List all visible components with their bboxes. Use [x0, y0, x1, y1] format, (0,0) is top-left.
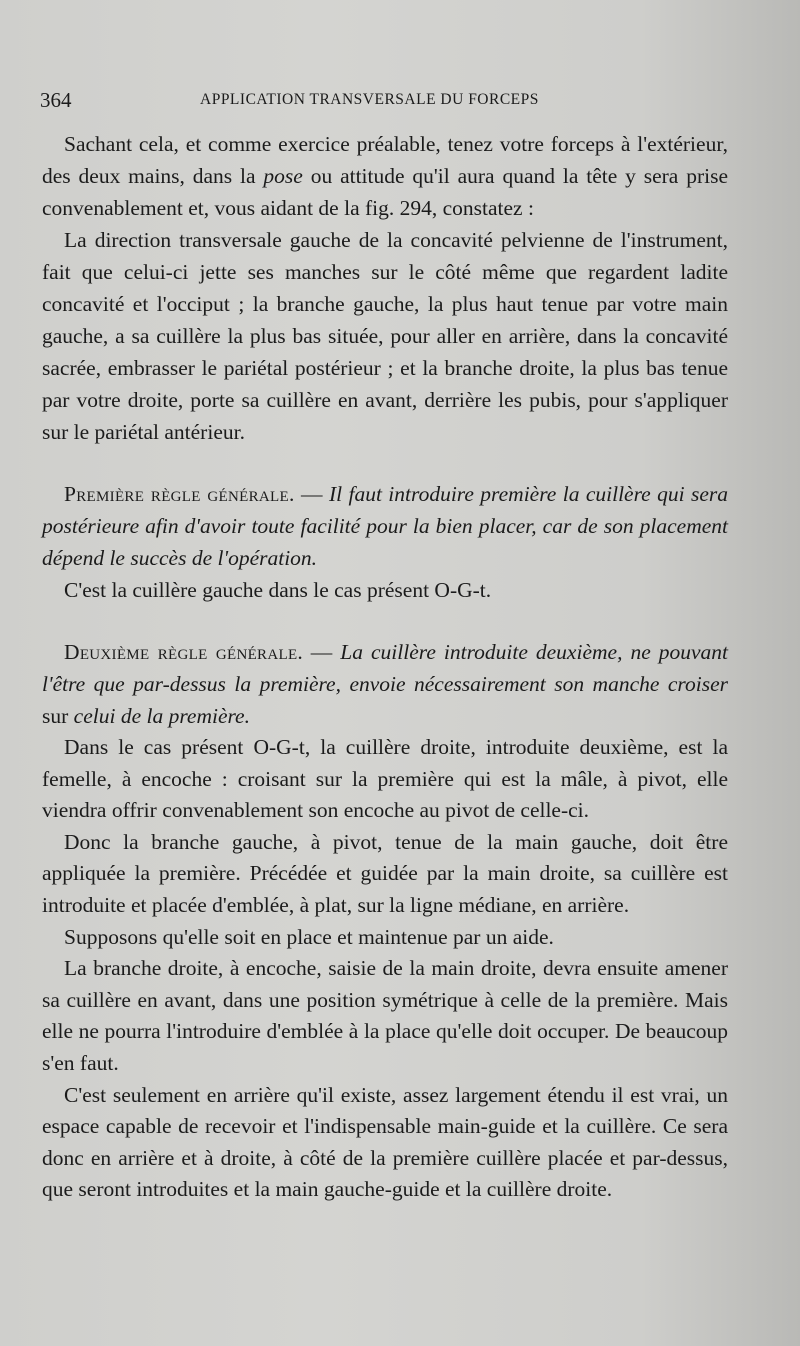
running-title: APPLICATION TRANSVERSALE DU FORCEPS [200, 91, 539, 108]
page-number: 364 [40, 88, 72, 112]
page-body [42, 128, 728, 1206]
italic-term: pose [263, 164, 303, 188]
paragraph-left-blade [42, 574, 728, 606]
position-code: O-G-t [434, 578, 486, 602]
text-run: Sachant cela, et comme exercice préalable, tenez votre forceps à l'extérieur, des deux mains, dans la [42, 132, 728, 188]
text-run: ou attitude qu'il aura quand la tête y sera prise convenablement et, vous aidant de la fig. 294, constatez : [42, 164, 728, 220]
paragraph-intro [42, 128, 728, 224]
rule-text: Il faut introduire première la cuillère qui sera postérieure afin d'avoir toute facilité pour la bien placer, car de son placement dépend le succès de l'opération. [42, 482, 728, 570]
dash: — [294, 482, 329, 506]
rule-label: Deuxième règle générale [64, 640, 298, 664]
first-general-rule [42, 478, 728, 574]
rule-text: La cuillère introduite deuxième, ne pouvant l'être que par-dessus la première, envoie nécessairement son manche croiser [42, 640, 729, 696]
page-header [40, 88, 720, 118]
rule-label: Première règle générale. [64, 482, 295, 506]
rule-text: celui de la première. [68, 704, 250, 728]
position-code: O-G-t [253, 735, 305, 759]
paragraph-space-behind: C'est seulement en arrière qu'il existe, assez largement étendu il est vrai, un espace capable de recevoir et l'indispensable main-guide et la cuillère. Ce sera donc en arrière et à droite, à côté de la première cuillère placée et par-dessus, que seront introduites et la main gauche-guide et la cuillère droite. [42, 1082, 728, 1202]
text-run: sur [42, 704, 69, 728]
paragraph-direction: La direction transversale gauche de la concavité pelvienne de l'instrument, fait que celui-ci jette ses manches sur le côté même que regardent ladite concavité et l'occiput ; la branche gauche, la plus haut tenue par votre main gauche, a sa cuillère la plus bas située, pour aller en arrière, dans la concavité sacrée, embrasser le pariétal postérieur ; et la branche droite, la plus bas tenue par votre droite, porte sa cuillère en avant, derrière les pubis, pour s'appliquer sur le pariétal antérieur. [42, 228, 728, 444]
dash: . — [297, 640, 341, 664]
text-run: C'est la cuillère gauche dans le cas présent [64, 578, 435, 602]
text-run: , la cuillère droite, introduite deuxième, est la femelle, à encoche : croisant sur la première qui est la mâle, à pivot, elle viendra offrir convenablement son encoche au pivot de celle-ci. [42, 735, 728, 823]
second-general-rule [42, 636, 728, 732]
text-run: Dans le cas présent [64, 735, 254, 759]
text-run: . [485, 578, 492, 602]
paragraph-right-branch: La branche droite, à encoche, saisie de la main droite, devra ensuite amener sa cuillère en avant, dans une position symétrique à celle de la première. Mais elle ne pourra l'introduire d'emblée à la place qu'elle doit occuper. De beaucoup s'en faut. [42, 956, 728, 1075]
paragraph-assistant: Supposons qu'elle soit en place et maintenue par un aide. [64, 924, 554, 949]
paragraph-right-blade [42, 732, 728, 827]
paragraph-left-branch: Donc la branche gauche, à pivot, tenue de la main gauche, doit être appliquée la première. Précédée et guidée par la main droite, sa cuillère est introduite et placée d'emblée, à plat, sur la ligne médiane, en arrière. [42, 829, 728, 917]
